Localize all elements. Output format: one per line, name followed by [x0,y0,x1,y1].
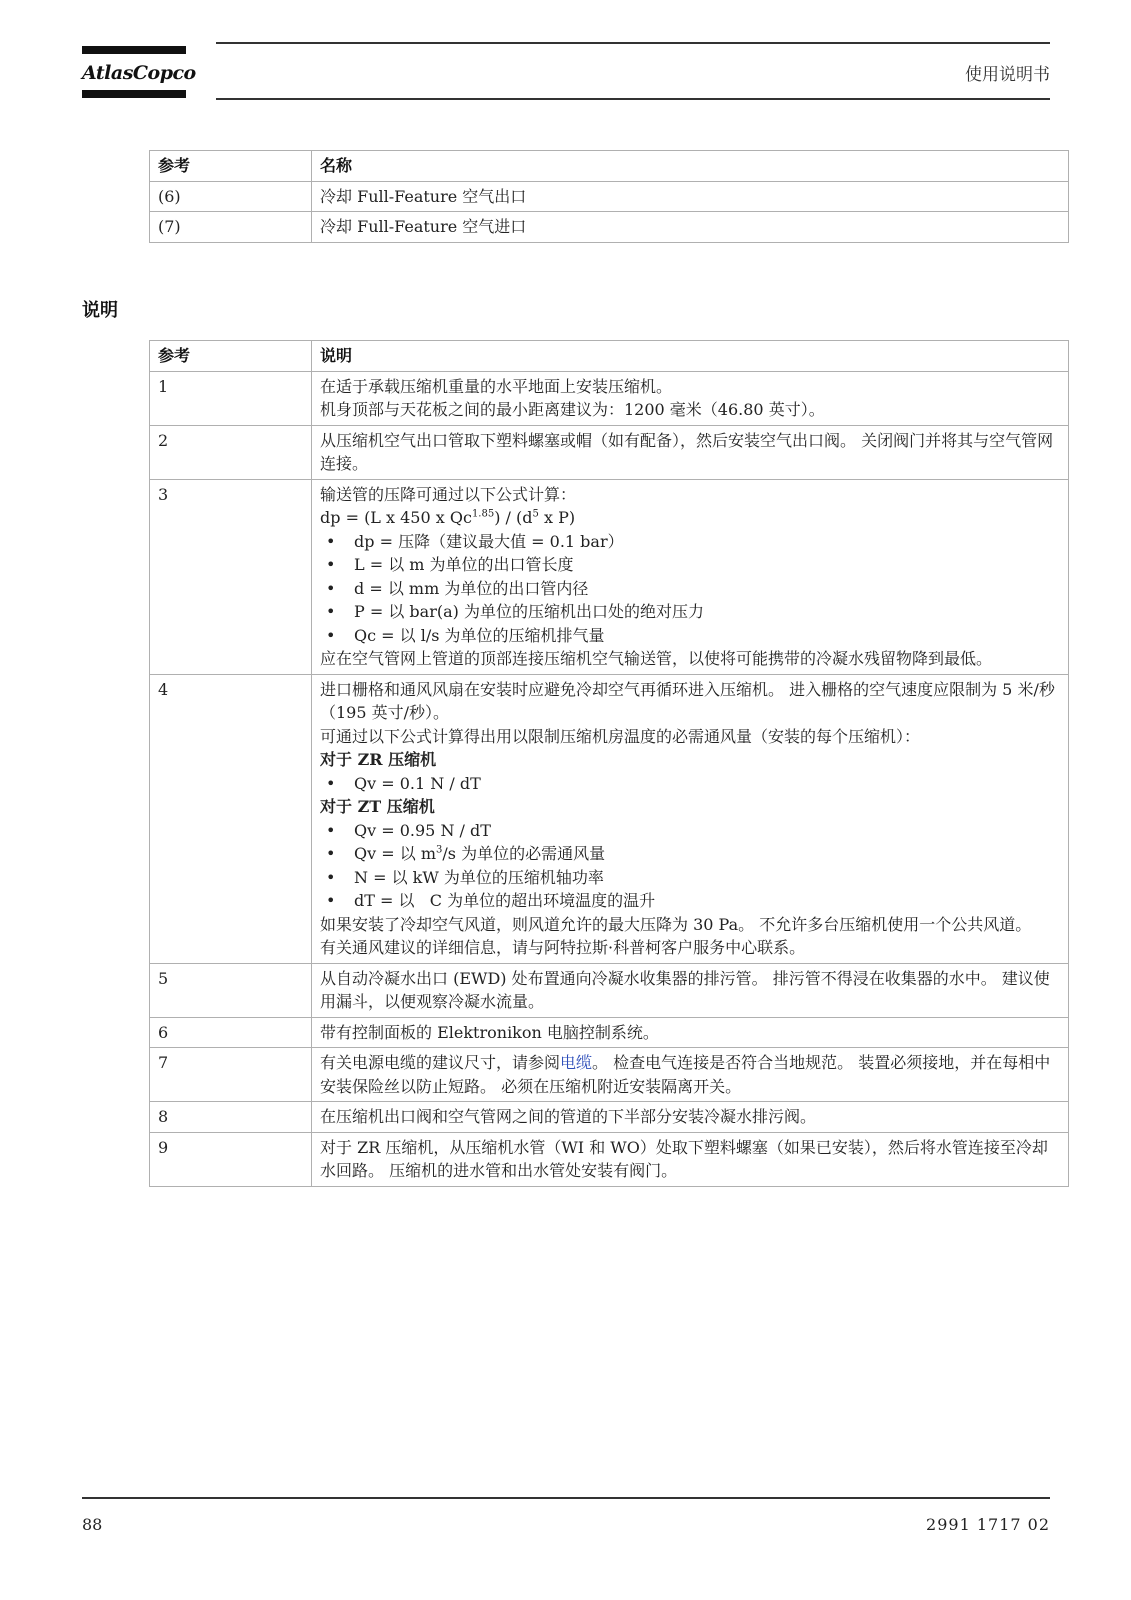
table-header-row [150,341,1069,372]
description-line: 在适于承载压缩机重量的水平地面上安装压缩机。 [320,376,673,396]
bullet-icon: • [326,867,336,887]
bullet-item: • Qv = 0.1 N / dT [320,772,1060,796]
section-heading: 说明 [82,300,118,321]
description-line: 有关电源电缆的建议尺寸，请参阅电缆。 检查电气连接是否符合当地规范。 装置必须接地，并在每相中安装保险丝以防止短路。 必须在压缩机附近安装隔离开关。 [320,1053,1051,1096]
description-line: 在压缩机出口阀和空气管网之间的管道的下半部分安装冷凝水排污阀。 [320,1107,817,1126]
description-line: 有关通风建议的详细信息，请与阿特拉斯·科普柯客户服务中心联系。 [320,938,806,957]
cell-reference: 3 [150,479,312,674]
subheading-zt: 对于 ZT 压缩机 [320,797,435,816]
reference-name-table [149,150,1069,243]
cell-description [312,1048,1069,1102]
bullet-item: • N = 以 kW 为单位的压缩机轴功率 [320,866,1060,890]
bullet-item: • L = 以 m 为单位的出口管长度 [320,553,1060,577]
atlas-copco-logo [82,46,196,100]
bullet-item: • d = 以 mm 为单位的出口管内径 [320,577,1060,601]
table-row [150,963,1069,1017]
document-number: 2991 1717 02 [926,1515,1050,1534]
cell-reference: 9 [150,1132,312,1186]
description-line: 从自动冷凝水出口 (EWD) 处布置通向冷凝水收集器的排污管。 排污管不得浸在收集器的水中。 建议使用漏斗，以便观察冷凝水流量。 [320,968,1050,1011]
cell-reference: (6) [150,181,312,212]
bullet-icon: • [326,578,336,598]
description-line: 从压缩机空气出口管取下塑料螺塞或帽（如有配备），然后安装空气出口阀。 关闭阀门并将其与空气管网连接。 [320,430,1054,473]
header-rule-bottom [216,98,1050,100]
cell-reference: 5 [150,963,312,1017]
bullet-icon: • [326,531,336,551]
bullet-icon: • [326,891,336,910]
description-line: 应在空气管网上管道的顶部连接压缩机空气输送管，以使将可能携带的冷凝水残留物降到最低。 [320,649,993,668]
table-row [150,674,1069,963]
cell-reference: 8 [150,1102,312,1133]
bullet-icon: • [326,625,336,645]
description-line: 可通过以下公式计算得出用以限制压缩机房温度的必需通风量（安装的每个压缩机）： [320,726,921,746]
table-row [150,479,1069,674]
subheading-zr: 对于 ZR 压缩机 [320,750,437,769]
table-row [150,425,1069,479]
table-row [150,212,1069,243]
document-title: 使用说明书 [965,65,1050,85]
description-line: 输送管的压降可通过以下公式计算： [320,484,577,504]
footer-rule [82,1497,1050,1499]
cell-reference: 4 [150,674,312,963]
cell-reference: 6 [150,1017,312,1048]
cell-name: 冷却 Full-Feature 空气出口 [312,181,1069,212]
table-row [150,371,1069,425]
description-line: 对于 ZR 压缩机，从压缩机水管（WI 和 WO）处取下塑料螺塞（如果已安装），然后将水管连接至冷却水回路。 压缩机的进水管和出水管处安装有阀门。 [320,1137,1048,1180]
bullet-icon: • [326,844,336,863]
table-header-row [150,151,1069,182]
bullet-item: • dp = 压降（建议最大值 = 0.1 bar） [320,530,1060,554]
description-line: 如果安装了冷却空气风道，则风道允许的最大压降为 30 Pa。 不允许多台压缩机使用一个公共风道。 [320,914,1032,934]
bullet-icon: • [326,602,336,621]
table-row [150,1048,1069,1102]
cell-description [312,963,1069,1017]
bullet-item: • dT = 以 C 为单位的超出环境温度的温升 [320,889,1060,913]
cell-description [312,425,1069,479]
bullet-icon: • [326,773,336,793]
column-header-name: 名称 [312,151,1069,182]
cell-description [312,1017,1069,1048]
column-header-reference: 参考 [150,151,312,182]
bullet-item: • Qv = 以 $m^3/s$ 为单位的必需通风量 [320,842,1060,866]
cell-name: 冷却 Full-Feature 空气进口 [312,212,1069,243]
cell-reference: 2 [150,425,312,479]
table-row [150,181,1069,212]
cell-description [312,479,1069,674]
logo-bar-top [82,46,186,54]
cell-description [312,371,1069,425]
cell-description [312,674,1069,963]
pressure-drop-formula: dp = (L x 450 x $Qc^{1.85}) / (d^5$ x P) [320,508,576,527]
description-table [149,340,1069,1187]
column-header-reference: 参考 [150,341,312,372]
cell-description [312,1132,1069,1186]
cell-reference: 7 [150,1048,312,1102]
cable-link[interactable]: 电缆 [560,1053,593,1072]
page-number: 88 [82,1515,103,1534]
column-header-description: 说明 [312,341,1069,372]
cell-reference: (7) [150,212,312,243]
logo-wordmark: AtlasCopco [82,62,196,84]
description-line: 进口栅格和通风风扇在安装时应避免冷却空气再循环进入压缩机。 进入栅格的空气速度应限制为 5 米/秒（195 英寸/秒）。 [320,679,1055,722]
table-row [150,1132,1069,1186]
bullet-icon: • [326,555,336,574]
cell-reference: 1 [150,371,312,425]
bullet-item: • Qv = 0.95 N / dT [320,819,1060,843]
logo-bar-bottom [82,90,186,98]
cell-description [312,1102,1069,1133]
description-line: 带有控制面板的 Elektronikon 电脑控制系统。 [320,1022,659,1042]
description-line: 机身顶部与天花板之间的最小距离建议为：1200 毫米（46.80 英寸）。 [320,400,825,419]
bullet-item: • P = 以 bar(a) 为单位的压缩机出口处的绝对压力 [320,600,1060,624]
table-row [150,1102,1069,1133]
header-rule-top [216,42,1050,44]
table-row [150,1017,1069,1048]
bullet-item: • Qc = 以 l/s 为单位的压缩机排气量 [320,624,1060,648]
bullet-icon: • [326,820,336,840]
